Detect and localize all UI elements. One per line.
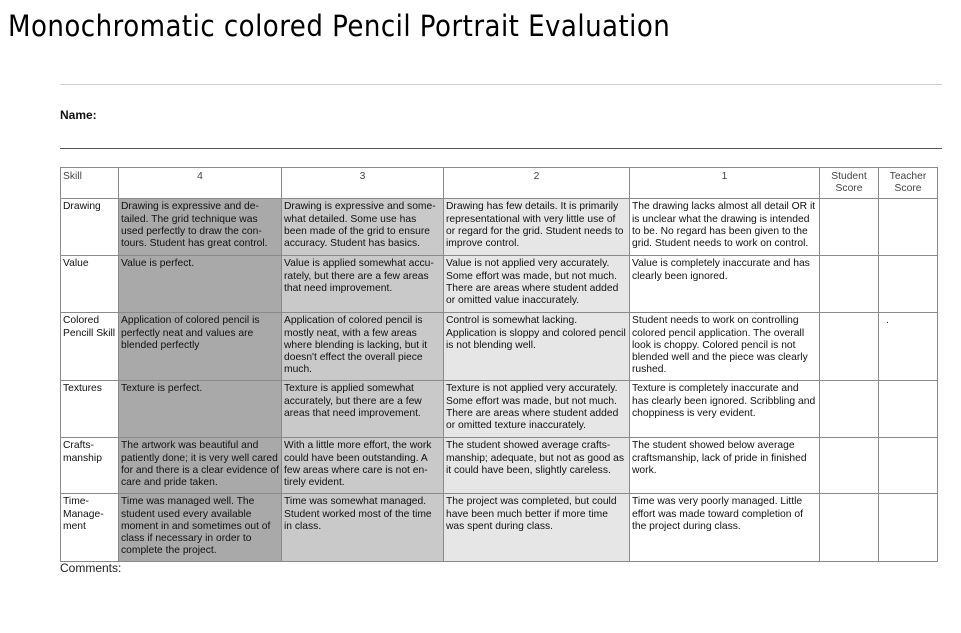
level-4-cell: Time was managed well. The student used every available moment in and sometimes out of class if necessary in order to complete the project. [119,494,282,562]
table-row [61,199,938,256]
student-score-cell[interactable] [820,438,879,494]
student-score-cell[interactable] [820,381,879,438]
skill-cell: Crafts- manship [61,438,119,494]
header-level-1: 1 [630,168,820,199]
teacher-score-cell[interactable] [879,494,938,562]
level-4-cell: Application of colored pencil is perfectly neat and values are blended perfectly [119,313,282,381]
skill-cell: Value [61,256,119,313]
level-2-cell: Texture is not applied very accurately. Some effort was made, but not much. There are areas where student added or omitted texture inaccurately. [444,381,630,438]
teacher-score-cell[interactable] [879,256,938,313]
level-3-cell: Value is applied somewhat accu- rately, but there are a few areas that need improvement. [282,256,444,313]
name-line [60,148,942,149]
level-4-cell: Texture is perfect. [119,381,282,438]
teacher-score-cell[interactable] [879,199,938,256]
level-1-cell: Value is completely inaccurate and has clearly been ignored. [630,256,820,313]
table-row [61,313,938,381]
level-2-cell: The student showed average crafts- manship; adequate, but not as good as it could have been, slightly careless. [444,438,630,494]
header-row [61,168,938,199]
student-score-cell[interactable] [820,494,879,562]
header-level-3: 3 [282,168,444,199]
name-label: Name: [60,108,97,122]
teacher-score-cell[interactable] [879,313,938,381]
level-1-cell: Student needs to work on controlling colored pencil application. The overall look is choppy. Colored pencil is not blended well and the piece was clearly rushed. [630,313,820,381]
skill-cell: Colored Pencill Skill [61,313,119,381]
table-row [61,256,938,313]
teacher-score-cell[interactable] [879,438,938,494]
skill-cell: Drawing [61,199,119,256]
title-divider [60,84,942,85]
student-score-cell[interactable] [820,313,879,381]
level-1-cell: Texture is completely inaccurate and has clearly been ignored. Scribbling and choppiness is very evident. [630,381,820,438]
skill-cell: Time- Manage- ment [61,494,119,562]
header-teacher-score: Teacher Score [879,168,938,199]
rubric-table [60,167,938,562]
level-3-cell: Drawing is expressive and some- what detailed. Some use has been made of the grid to ensure accuracy. Student has basics. [282,199,444,256]
level-3-cell: Application of colored pencil is mostly neat, with a few areas where blending is lacking, but it doesn't effect the overall piece much. [282,313,444,381]
level-4-cell: The artwork was beautiful and patiently done; it is very well cared for and there is a clear evidence of care and pride taken. [119,438,282,494]
level-2-cell: Drawing has few details. It is primarily representational with very little use of or regard for the grid. Student needs to improve control. [444,199,630,256]
level-4-cell: Drawing is expressive and de- tailed. The grid technique was used perfectly to draw the con- tours. Student has great control. [119,199,282,256]
teacher-score-mark: . [886,315,889,327]
header-skill: Skill [61,168,119,199]
header-student-score: Student Score [820,168,879,199]
document-title: Monochromatic colored Pencil Portrait Evaluation [8,9,671,43]
level-3-cell: Time was somewhat managed. Student worked most of the time in class. [282,494,444,562]
student-score-cell[interactable] [820,199,879,256]
table-row [61,381,938,438]
level-2-cell: Value is not applied very accurately. Some effort was made, but not much. There are areas where student added or omitted value inaccurately. [444,256,630,313]
teacher-score-cell[interactable] [879,381,938,438]
comments-label: Comments: [60,561,122,575]
header-level-2: 2 [444,168,630,199]
table-row [61,438,938,494]
level-2-cell: The project was completed, but could have been much better if more time was spent during class. [444,494,630,562]
level-1-cell: The drawing lacks almost all detail OR it is unclear what the drawing is intended to be. No regard has been given to the grid. Student needs to work on control. [630,199,820,256]
header-level-4: 4 [119,168,282,199]
level-2-cell: Control is somewhat lacking. Application is sloppy and colored pencil is not blending well. [444,313,630,381]
level-1-cell: The student showed below average craftsmanship, lack of pride in finished work. [630,438,820,494]
student-score-cell[interactable] [820,256,879,313]
level-3-cell: Texture is applied somewhat accurately, but there are a few areas that need improvement. [282,381,444,438]
level-1-cell: Time was very poorly managed. Little effort was made toward completion of the project during class. [630,494,820,562]
level-4-cell: Value is perfect. [119,256,282,313]
table-row [61,494,938,562]
level-3-cell: With a little more effort, the work could have been outstanding. A few areas where care is not en- tirely evident. [282,438,444,494]
skill-cell: Textures [61,381,119,438]
